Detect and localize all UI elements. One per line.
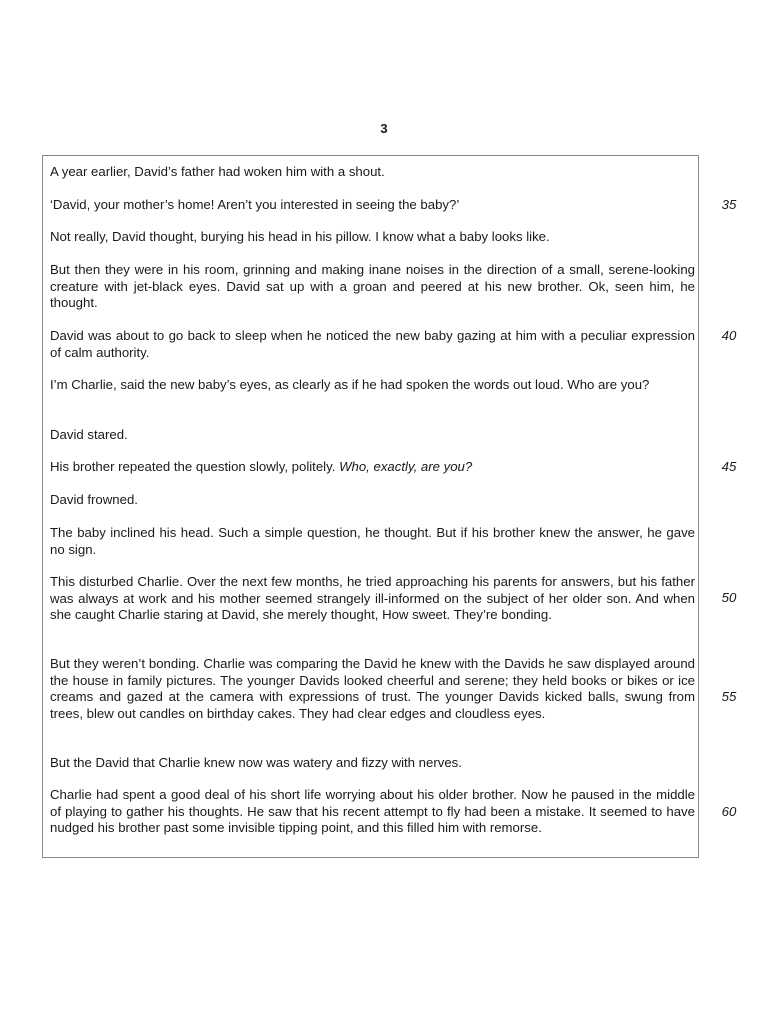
paragraph-4: But then they were in his room, grinning and making inane noises in the direction of a small, serene-looking creature with jet-black eyes. David sat up with a groan and peered at his new brother. Ok, seen him, he thought. (50, 262, 695, 311)
paragraph-11: This disturbed Charlie. Over the next few months, he tried approaching his parents for answers, but his father was always at work and his mother seemed strangely ill-informed on the subject of her older son. And when she caught Charlie staring at David, she merely thought, How sweet. They’re bonding. (50, 574, 695, 623)
paragraph-10: The baby inclined his head. Such a simple question, he thought. But if his brother knew the answer, he gave no sign. (50, 525, 695, 557)
line-number-50: 50 (721, 590, 737, 605)
paragraph-1: A year earlier, David’s father had woken him with a shout. (50, 164, 385, 179)
paragraph-9: David frowned. (50, 492, 138, 507)
paragraph-12: But they weren’t bonding. Charlie was comparing the David he knew with the Davids he saw displayed around the house in family pictures. The younger Davids looked cheerful and serene; they held books or bikes or ice creams and gazed at the camera with expressions of trust. The younger Davids kicked balls, swung from trees, blew out candles on birthday cakes. They had clear edges and cloudless eyes. (50, 656, 695, 721)
paragraph-8 (50, 459, 695, 476)
paragraph-6: I’m Charlie, said the new baby’s eyes, as clearly as if he had spoken the words out loud. Who are you? (50, 377, 650, 392)
line-number-55: 55 (721, 689, 737, 704)
line-number-40: 40 (721, 328, 737, 343)
paragraph-2: ‘David, your mother’s home! Aren’t you interested in seeing the baby?’ (50, 197, 460, 212)
line-number-45: 45 (721, 459, 737, 474)
paragraph-7: David stared. (50, 427, 128, 442)
line-number-60: 60 (721, 804, 737, 819)
paragraph-5: David was about to go back to sleep when he noticed the new baby gazing at him with a peculiar expression of calm authority. (50, 328, 695, 360)
paragraph-8-plain: His brother repeated the question slowly, politely. (50, 459, 340, 474)
page-number: 3 (380, 121, 388, 136)
paragraph-14: Charlie had spent a good deal of his short life worrying about his older brother. Now he paused in the middle of playing to gather his thoughts. He saw that his recent attempt to fly had been a mistake. It seemed to have nudged his brother past some invisible tipping point, and this filled him with remorse. (50, 787, 695, 836)
paragraph-3: Not really, David thought, burying his head in his pillow. I know what a baby looks like. (50, 229, 550, 244)
line-number-35: 35 (721, 197, 737, 212)
paragraph-13: But the David that Charlie knew now was watery and fizzy with nerves. (50, 755, 462, 770)
paragraph-8-italic: Who, exactly, are you? (339, 459, 473, 474)
